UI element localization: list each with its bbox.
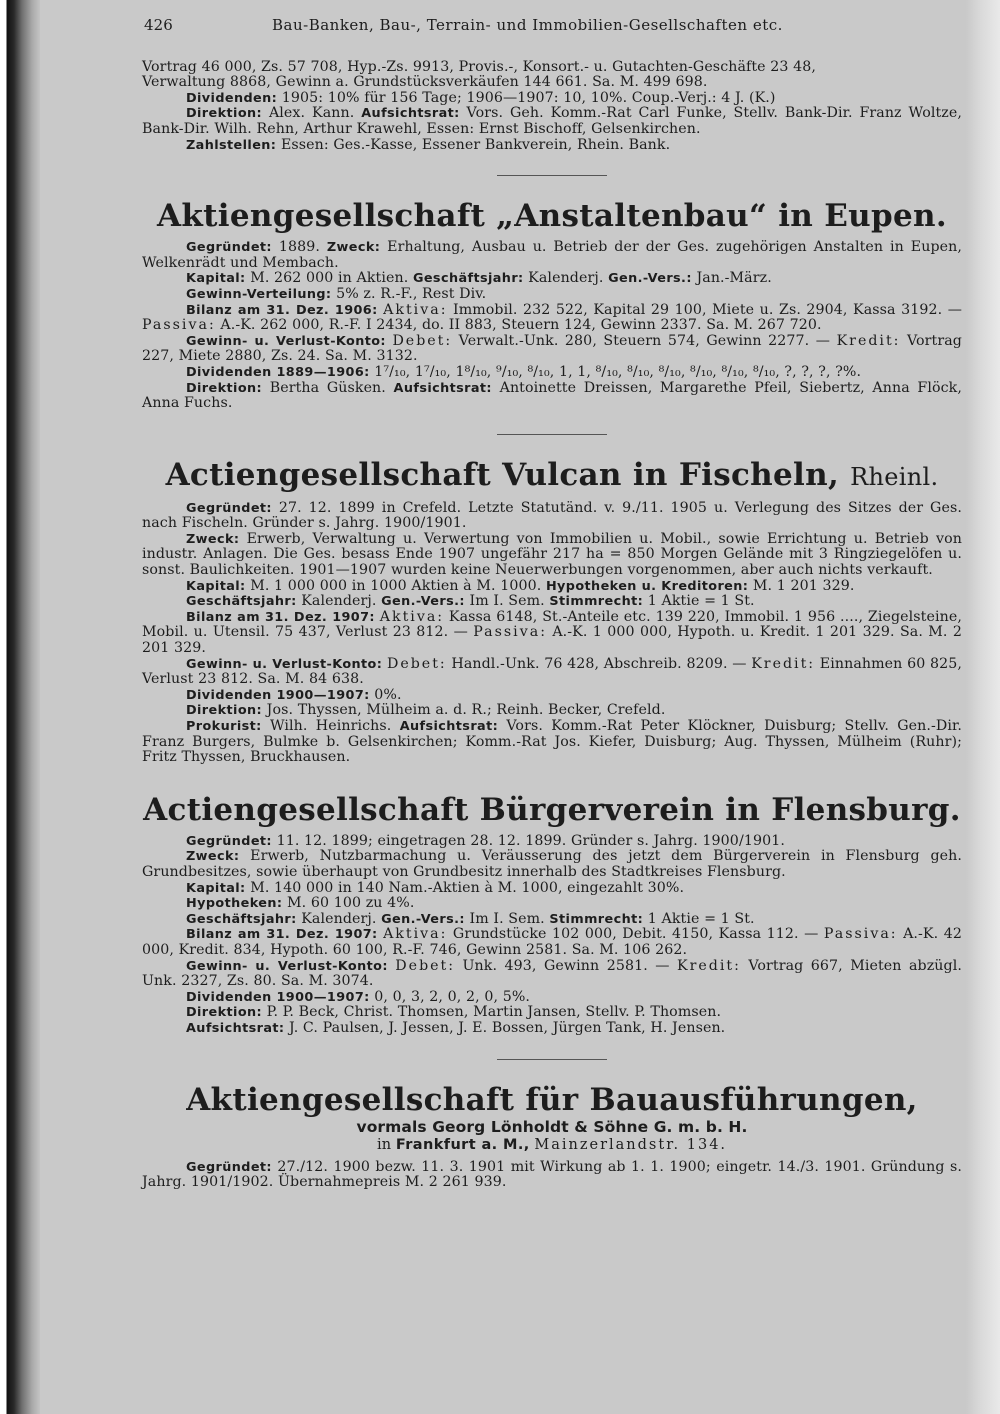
entry-subtitle: vormals Georg Lönholdt & Söhne G. m. b. H. [356,1117,748,1136]
entry-title: Actiengesellschaft Vulcan in Fischeln, Rheinl. [165,456,939,493]
prev-line-2: Verwaltung 8868, Gewinn a. Grundstücksverkäufen 144 661. Sa. M. 499 698. [142,74,708,91]
page-header [142,18,962,34]
entry-buergerverein-flensburg: Actiengesellschaft Bürgerverein in Flensburg. Gegründet: 11. 12. 1899; eingetragen 28. 12. 1899. Gründer s. Jahrg. 1900/1901. Zweck: Erwerb, Nutzbarmachung u. Veräusserung des jetzt dem Bürgerverein in Flensburg geh. Grundbesitzes, sowie überhaupt von Grundbesitz innerhalb des Stadtkreises Flensburg. Kapital: M. 140 000 in 140 Nam.-Aktien à M. 1000, eingezahlt 30%. Hypotheken: M. 60 100 zu 4%. Geschäftsjahr: Kalenderj. Gen.-Vers.: Im I. Sem. Stimmrecht: 1 Aktie = 1 St. Bilanz am 31. Dez. 1907: Aktiva: Grundstücke 102 000, Debit. 4150, Kassa 112. — Passiva: A.-K. 42 000, Kredit. 834, Hypoth. 60 100, R.-F. 746, Gewinn 2581. Sa. M. 106 262. Gewinn- u. Verlust-Konto: Debet: Unk. 493, Gewinn 2581. — Kredit: Vortrag 667, Mieten abzügl. Unk. 2327, Zs. 80. Sa. M. 3074. Dividenden 1900—1907: 0, 0, 3, 2, 0, 2, 0, 5%. Direktion: P. P. Beck, Christ. Thomsen, Martin Jansen, Stellv. P. Thomsen. Aufsichtsrat: J. C. Paulsen, J. Jessen, J. E. Bossen, Jürgen Tank, H. Jensen. [142,791,962,1036]
prev-entry-continuation [142,60,962,154]
page-content [142,18,962,1191]
page-number: 426 [144,16,173,34]
running-head: Bau-Banken, Bau-, Terrain- und Immobilien-Gesellschaften etc. [272,16,783,34]
entry-anstaltenbau-eupen: Aktiengesellschaft „Anstaltenbau“ in Eupen. Gegründet: 1889. Zweck: Erhaltung, Ausbau u. Betrieb der der Ges. zugehörigen Anstalten in Eupen, Welkenrädt und Membach. Kapital: M. 262 000 in Aktien. Geschäftsjahr: Kalenderj. Gen.-Vers.: Jan.-März. Gewinn-Verteilung: 5% z. R.-F., Rest Div. Bilanz am 31. Dez. 1906: Aktiva: Immobil. 232 522, Kapital 29 100, Miete u. Zs. 2904, Kassa 3192. — Passiva: A.-K. 262 000, R.-F. I 2434, do. II 883, Steuern 124, Gewinn 2337. Sa. M. 267 720. Gewinn- u. Verlust-Konto: Debet: Verwalt.-Unk. 280, Steuern 574, Gewinn 2277. — Kredit: Vortrag 227, Miete 2880, Zs. 24. Sa. M. 3132. Dividenden 1889—1906: 1⁷/₁₀, 1⁷/₁₀, 1⁸/₁₀, ⁹/₁₀, ⁸/₁₀, 1, 1, ⁸/₁₀, ⁸/₁₀, ⁸/₁₀, ⁸/₁₀, ⁸/₁₀, ⁸/₁₀, ?, ?, ?, ?%. Direktion: Bertha Güsken. Aufsichtsrat: Antoinette Dreissen, Margarethe Pfeil, Siebertz, Anna Flöck, Anna Fuchs. [142,198,962,412]
entry-bauausfuehrungen-frankfurt: Aktiengesellschaft für Bauausführungen, vormals Georg Lönholdt & Söhne G. m. b. H. in Frankfurt a. M., Mainzerlandstr. 134. Gegründet: 27./12. 1900 bezw. 11. 3. 1901 mit Wirkung ab 1. 1. 1900; eingetr. 14./3. 1901. Gründung s. Jahrg. 1901/1902. Übernahmepreis M. 2 261 939. [142,1081,962,1191]
entry-vulcan-fischeln: Actiengesellschaft Vulcan in Fischeln, Rheinl. Gegründet: 27. 12. 1899 in Crefeld. Letzte Statutänd. v. 9./11. 1905 u. Verlegung des Sitzes der Ges. nach Fischeln. Gründer s. Jahrg. 1900/1901. Zweck: Erwerb, Verwaltung u. Verwertung von Immobilien u. Mobil., sowie Errichtung u. Betrieb von industr. Anlagen. Die Ges. besass Ende 1907 ungefähr 217 ha = 850 Morgen Gelände mit 3 Ringziegelöfen u. sonst. Baulichkeiten. 1901—1907 wurden keine Neuerwerbungen vorgenommen, aber auch nichts verkauft. Kapital: M. 1 000 000 in 1000 Aktien à M. 1000. Hypotheken u. Kreditoren: M. 1 201 329. Geschäftsjahr: Kalenderj. Gen.-Vers.: Im I. Sem. Stimmrecht: 1 Aktie = 1 St. Bilanz am 31. Dez. 1907: Aktiva: Kassa 6148, St.-Anteile etc. 139 220, Immobil. 1 956 ...., Ziegelsteine, Mobil. u. Utensil. 75 437, Verlust 23 812. — Passiva: A.-K. 1 000 000, Hypoth. u. Kredit. 1 201 329. Sa. M. 2 201 329. Gewinn- u. Verlust-Konto: Debet: Handl.-Unk. 76 428, Abschreib. 8209. — Kredit: Einnahmen 60 825, Verlust 23 812. Sa. M. 84 638. Dividenden 1900—1907: 0%. Direktion: Jos. Thyssen, Mülheim a. d. R.; Reinh. Becker, Crefeld. Prokurist: Wilh. Heinrichs. Aufsichtsrat: Vors. Komm.-Rat Peter Klöckner, Duisburg; Stellv. Gen.-Dir. Franz Burgers, Bulmke b. Gelsenkirchen; Komm.-Rat Jos. Kiefer, Duisburg; Aug. Thyssen, Mülheim (Ruhr); Fritz Thyssen, Bruckhausen. [142,456,962,766]
prev-dividends: Dividenden: 1905: 10% für 156 Tage; 1906—1907: 10, 10%. Coup.-Verj.: 4 J. (K.) [186,89,776,106]
entry-title: Aktiengesellschaft für Bauausführungen, [186,1081,918,1118]
page-edge [966,0,1000,1414]
prev-line-1: Vortrag 46 000, Zs. 57 708, Hyp.-Zs. 9913, Provis.-, Konsort.- u. Gutachten-Geschäfte 23 48, [142,58,817,75]
entry-location: in Frankfurt a. M., Mainzerlandstr. 134. [376,1136,728,1153]
prev-paying-agents: Zahlstellen: Essen: Ges.-Kasse, Essener Bankverein, Rhein. Bank. [186,136,671,153]
entry-title: Actiengesellschaft Bürgerverein in Flensburg. [143,791,961,828]
entry-title: Aktiengesellschaft „Anstaltenbau“ in Eupen. [157,198,947,235]
book-binding-shadow [0,0,40,1414]
prev-direction: Direktion: Alex. Kann. Aufsichtsrat: Vors. Geh. Komm.-Rat Carl Funke, Stellv. Bank-Dir. Franz Woltze, Bank-Dir. Wilh. Rehn, Arthur Krawehl, Essen: Ernst Bischoff, Gelsenkirchen. [142,105,962,137]
